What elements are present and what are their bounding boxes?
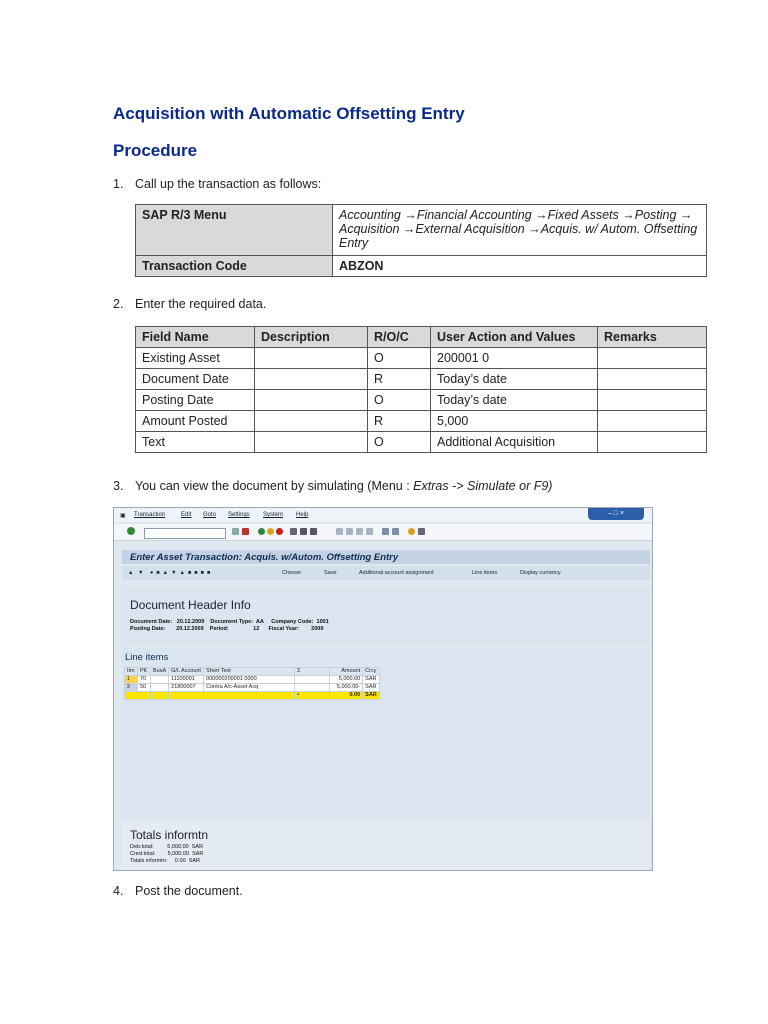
- cell: Today’s date: [431, 390, 598, 411]
- cell: [598, 348, 707, 369]
- back-nav-icon[interactable]: [258, 528, 265, 535]
- grid-sum-row: [125, 692, 380, 700]
- grid-cell: SAR: [363, 684, 380, 692]
- save-button[interactable]: Save: [324, 570, 337, 576]
- cell: [255, 390, 368, 411]
- grid-cell: [138, 692, 151, 700]
- find-next-icon[interactable]: [310, 528, 317, 535]
- up-icon[interactable]: ▲: [128, 570, 134, 576]
- col-header: Description: [255, 327, 368, 348]
- grid-col-header: Short Text: [204, 668, 295, 676]
- step-text-italic: Extras -> Simulate or F9): [413, 479, 553, 493]
- menu-goto[interactable]: Goto: [203, 512, 217, 518]
- grid-cell: 21800007: [169, 684, 204, 692]
- sap-screenshot: [113, 507, 653, 871]
- grid-col-header: BusA: [151, 668, 169, 676]
- grid-cell: [151, 684, 169, 692]
- grid-cell: [169, 692, 204, 700]
- grid-col-header: Σ: [295, 668, 330, 676]
- grid-cell: 000000200001 0000: [204, 676, 295, 684]
- grid-col-header: G/L Account: [169, 668, 204, 676]
- grid-cell: 5,000.00: [330, 676, 363, 684]
- save-icon[interactable]: [242, 528, 249, 535]
- cell: R: [368, 369, 431, 390]
- down-icon[interactable]: ▼: [138, 570, 144, 576]
- cell: Document Date: [136, 369, 255, 390]
- step-4: [113, 884, 243, 898]
- menu-settings[interactable]: Settings: [228, 512, 250, 518]
- menu-label: SAP R/3 Menu: [136, 205, 333, 256]
- totals-title: Totals informtn: [130, 828, 209, 842]
- cell: [598, 390, 707, 411]
- grid-cell: [295, 676, 330, 684]
- document-header-panel: [122, 588, 650, 644]
- credit-total: Cred.total: 5,000.00 SAR: [130, 851, 204, 857]
- print-icon[interactable]: [290, 528, 297, 535]
- sap-application-toolbar: [122, 566, 650, 580]
- col-header: Field Name: [136, 327, 255, 348]
- totals-informtn: Totals informtn: 0.00 SAR: [130, 858, 201, 864]
- col-header: User Action and Values: [431, 327, 598, 348]
- choose-button[interactable]: Choose: [282, 570, 301, 576]
- menu-path-table: [135, 204, 707, 277]
- step-2: [113, 297, 266, 311]
- cell: Today’s date: [431, 369, 598, 390]
- table-row: [136, 432, 707, 453]
- display-currency-button[interactable]: Display currency: [520, 570, 561, 576]
- toolbar-icons[interactable]: ●■▲▼▲■■■■: [150, 570, 214, 576]
- grid-cell: 5,000.00-: [330, 684, 363, 692]
- sap-title-bar: [122, 550, 650, 564]
- tcode-value: ABZON: [333, 256, 707, 277]
- menu-edit[interactable]: Edit: [181, 512, 192, 518]
- data-table: [135, 326, 707, 453]
- table-row: [136, 369, 707, 390]
- back-icon[interactable]: [232, 528, 239, 535]
- cell: [255, 348, 368, 369]
- help-icon[interactable]: [408, 528, 415, 535]
- grid-header-row: [125, 668, 380, 676]
- cell: [598, 411, 707, 432]
- step-number: 4.: [113, 884, 124, 898]
- cell: [255, 432, 368, 453]
- tcode-label: Transaction Code: [136, 256, 333, 277]
- prev-page-icon[interactable]: [346, 528, 353, 535]
- cell: O: [368, 390, 431, 411]
- table-row: [136, 390, 707, 411]
- command-field[interactable]: [144, 528, 226, 539]
- grid-cell: [151, 692, 169, 700]
- grid-cell: 1: [125, 676, 138, 684]
- grid-cell: Contra A/c-Asset Acq: [204, 684, 295, 692]
- grid-cell: 50: [138, 684, 151, 692]
- cell: R: [368, 411, 431, 432]
- sap-screen-title: Enter Asset Transaction: Acquis. w/Autom. Offsetting Entry: [130, 552, 399, 563]
- grid-cell: [151, 676, 169, 684]
- step-text: Call up the transaction as follows:: [135, 177, 322, 191]
- grid-cell: 11100001: [169, 676, 204, 684]
- grid-cell: SAR: [363, 676, 380, 684]
- grid-col-header: Itm: [125, 668, 138, 676]
- document-header-fields: [130, 619, 329, 633]
- header-line-1: Document Date: 20.12.2009 Document Type: AA Company Code: 1001: [130, 619, 329, 625]
- menu-path: Accounting →Financial Accounting →Fixed Assets →Posting → Acquisition →External Acquisition →Acquis. w/ Autom. Offsetting Entry: [333, 205, 707, 256]
- cell: Existing Asset: [136, 348, 255, 369]
- grid-cell: 0.00: [330, 692, 363, 700]
- step-text: You can view the document by simulating (Menu :: [135, 479, 414, 493]
- cell: O: [368, 432, 431, 453]
- menu-help[interactable]: Help: [296, 512, 309, 518]
- debit-total: Deb.total: 5,000.00 SAR: [130, 844, 204, 850]
- first-page-icon[interactable]: [336, 528, 343, 535]
- cell: 5,000: [431, 411, 598, 432]
- cancel-icon[interactable]: [276, 528, 283, 535]
- col-header: R/O/C: [368, 327, 431, 348]
- cell: [598, 432, 707, 453]
- layout-icon[interactable]: [418, 528, 425, 535]
- cell: Posting Date: [136, 390, 255, 411]
- exit-icon[interactable]: [267, 528, 274, 535]
- step-number: 1.: [113, 177, 124, 191]
- col-header: Remarks: [598, 327, 707, 348]
- document-header-title: Document Header Info: [130, 598, 251, 612]
- table-row: [136, 411, 707, 432]
- step-text: Enter the required data.: [135, 297, 267, 311]
- find-icon[interactable]: [300, 528, 307, 535]
- cell: Additional Acquisition: [431, 432, 598, 453]
- grid-cell: •: [295, 692, 330, 700]
- sap-menubar: [114, 508, 652, 522]
- grid-col-header: PK: [138, 668, 151, 676]
- table-header-row: [136, 327, 707, 348]
- line-items-button[interactable]: Line items: [472, 570, 498, 576]
- cell: O: [368, 348, 431, 369]
- step-1: [113, 177, 321, 191]
- line-items-grid: [124, 667, 380, 700]
- grid-cell: 70: [138, 676, 151, 684]
- step-number: 3.: [113, 479, 124, 493]
- sap-window-icon: ▣: [120, 513, 126, 519]
- page-title: Acquisition with Automatic Offsetting Entry: [113, 104, 465, 123]
- shortcut-icon[interactable]: [392, 528, 399, 535]
- next-page-icon[interactable]: [356, 528, 363, 535]
- table-row: [136, 348, 707, 369]
- header-line-2: Posting Date: 20.12.2009 Period: 12 Fiscal Year: 2009: [130, 626, 324, 632]
- new-session-icon[interactable]: [382, 528, 389, 535]
- cell: [255, 411, 368, 432]
- menu-system[interactable]: System: [263, 512, 284, 518]
- menu-transaction[interactable]: Transaction: [134, 512, 166, 518]
- cell: Amount Posted: [136, 411, 255, 432]
- grid-col-header: Amount: [330, 668, 363, 676]
- grid-cell: [204, 692, 295, 700]
- step-number: 2.: [113, 297, 124, 311]
- line-items-title: Line items: [125, 652, 169, 663]
- grid-cell: [295, 684, 330, 692]
- totals-lines: [130, 844, 203, 865]
- last-page-icon[interactable]: [366, 528, 373, 535]
- window-controls[interactable]: – □ ×: [588, 508, 644, 520]
- additional-account-assignment-button[interactable]: Additional account assignment: [359, 570, 434, 576]
- grid-col-header: Crcy: [363, 668, 380, 676]
- cell: Text: [136, 432, 255, 453]
- step-text: Post the document.: [135, 884, 243, 898]
- table-row[interactable]: [125, 676, 380, 684]
- procedure-heading: Procedure: [113, 141, 198, 160]
- step-3: [113, 479, 552, 493]
- enter-icon[interactable]: [127, 527, 135, 535]
- grid-cell: SAR: [363, 692, 380, 700]
- grid-cell: [125, 692, 138, 700]
- cell: 200001 0: [431, 348, 598, 369]
- table-row[interactable]: [125, 684, 380, 692]
- cell: [255, 369, 368, 390]
- grid-cell: 2: [125, 684, 138, 692]
- cell: [598, 369, 707, 390]
